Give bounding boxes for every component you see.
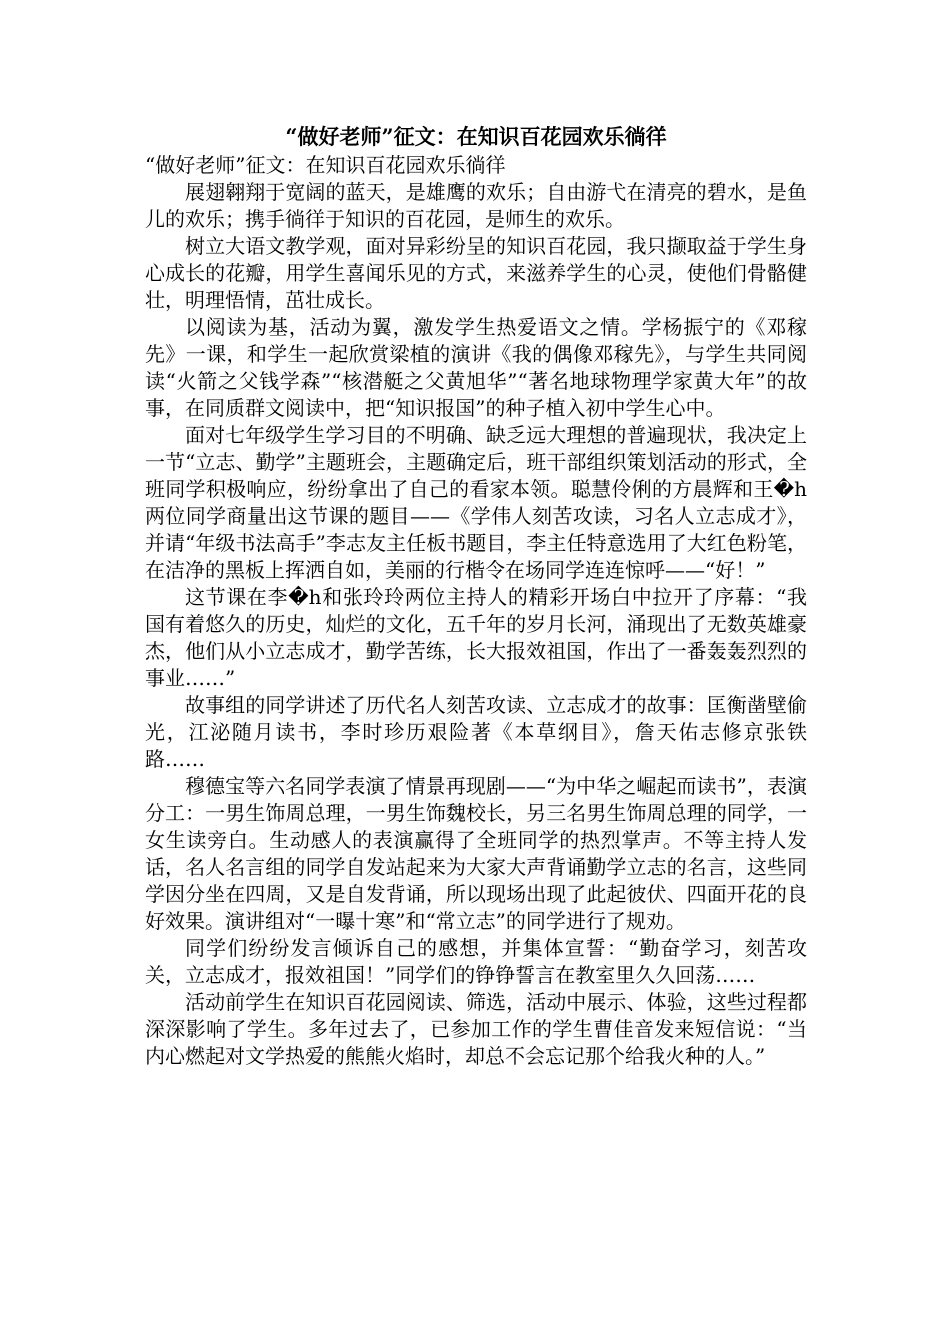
document-body bbox=[145, 122, 807, 1070]
paragraph-4: 面对七年级学生学习目的不明确、缺乏远大理想的普遍现状，我决定上一节“立志、勤学”主题班会，主题确定后，班干部组织策划活动的形式，全班同学积极响应，纷纷拿出了自己的看家本领。聪慧伶俐的方晨辉和王�h两位同学商量出这节课的题目——《学伟人刻苦攻读，习名人立志成才》，并请“年级书法高手”李志友主任板书题目，李主任特意选用了大红色粉笔，在洁净的黑板上挥洒自如，美丽的行楷令在场同学连连惊呼——“好！” bbox=[145, 423, 807, 582]
paragraph-8: 同学们纷纷发言倾诉自己的感想，并集体宣誓：“勤奋学习，刻苦攻关，立志成才，报效祖国！”同学们的铮铮誓言在教室里久久回荡…… bbox=[145, 936, 807, 987]
paragraph-6: 故事组的同学讲述了历代名人刻苦攻读、立志成才的故事：匡衡凿壁偷光，江泌随月读书，李时珍历艰险著《本草纲目》，詹天佑志修京张铁路…… bbox=[145, 693, 807, 771]
paragraph-7: 穆德宝等六名同学表演了情景再现剧——“为中华之崛起而读书”，表演分工：一男生饰周总理，一男生饰魏校长，另三名男生饰周总理的同学，一女生读旁白。生动感人的表演赢得了全班同学的热烈掌声。不等主持人发话，名人名言组的同学自发站起来为大家大声背诵勤学立志的名言，这些同学因分坐在四周，又是自发背诵，所以现场出现了此起彼伏、四面开花的良好效果。演讲组对“一曝十寒”和“常立志”的同学进行了规劝。 bbox=[145, 774, 807, 933]
paragraph-9: 活动前学生在知识百花园阅读、筛选，活动中展示、体验，这些过程都深深影响了学生。多年过去了，已参加工作的学生曹佳音发来短信说：“当内心燃起对文学热爱的熊熊火焰时，却总不会忘记那个给我火种的人。” bbox=[145, 990, 807, 1068]
document-title: “做好老师”征文：在知识百花园欢乐徜徉 bbox=[285, 124, 667, 149]
paragraph-3: 以阅读为基，活动为翼，激发学生热爱语文之情。学杨振宁的《邓稼先》一课，和学生一起欣赏梁植的演讲《我的偶像邓稼先》，与学生共同阅读“火箭之父钱学森”“核潜艇之父黄旭华”“著名地球物理学家黄大年”的故事，在同质群文阅读中，把“知识报国”的种子植入初中学生心中。 bbox=[145, 315, 807, 420]
paragraph-1: 展翅翱翔于宽阔的蓝天，是雄鹰的欢乐；自由游弋在清亮的碧水，是鱼儿的欢乐；携手徜徉于知识的百花园，是师生的欢乐。 bbox=[145, 180, 807, 231]
paragraph-2: 树立大语文教学观，面对异彩纷呈的知识百花园，我只撷取益于学生身心成长的花瓣，用学生喜闻乐见的方式，来滋养学生的心灵，使他们骨骼健壮，明理悟情，茁壮成长。 bbox=[145, 234, 807, 312]
paragraph-5: 这节课在李�h和张玲玲两位主持人的精彩开场白中拉开了序幕：“我国有着悠久的历史，灿烂的文化，五千年的岁月长河，涌现出了无数英雄豪杰，他们从小立志成才，勤学苦练，长大报效祖国，作出了一番轰轰烈烈的事业……” bbox=[145, 585, 807, 690]
document-subtitle: “做好老师”征文：在知识百花园欢乐徜徉 bbox=[145, 153, 506, 177]
